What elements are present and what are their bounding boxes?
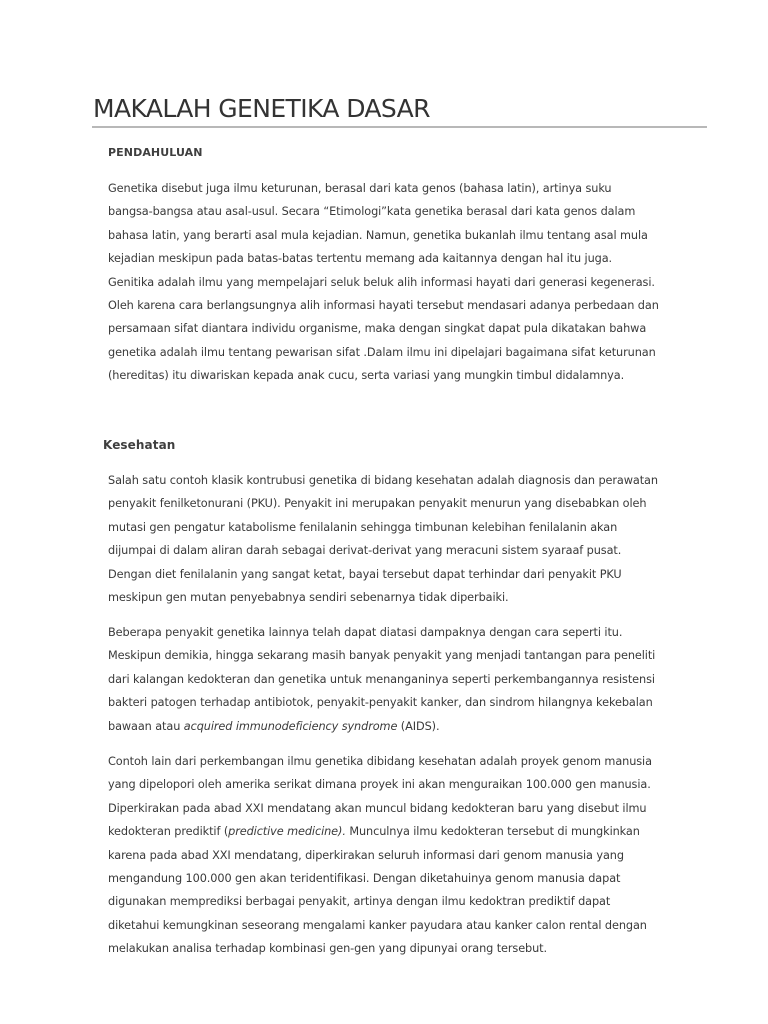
document-title: MAKALAH GENETIKA DASAR (93, 94, 430, 123)
section-heading-kesehatan: Kesehatan (103, 438, 176, 452)
paragraph-text: (AIDS). (397, 719, 440, 733)
italic-term: predictive medicine). (228, 825, 346, 839)
paragraph-kesehatan-1: Salah satu contoh klasik kontrubusi genetika di bidang kesehatan adalah diagnosis dan perawatan penyakit fenilketonurani (PKU). Penyakit ini merupakan penyakit menurun yang disebabkan oleh mutasi gen pengatur katabolisme fenilalanin sehingga timbunan kelebihan fenilalanin akan dijumpai di dalam aliran darah sebagai derivat-derivat yang meracuni sistem syaraaf pusat. Dengan diet fenilalanin yang sangat ketat, bayai tersebut dapat terhindar dari penyakit PKU meskipun gen mutan penyebabnya sendiri sebenarnya tidak diperbaiki. (108, 474, 658, 605)
paragraph-text: Munculnya ilmu kedokteran tersebut di mungkinkan karena pada abad XXI mendatang, diperkirakan seluruh informasi dari genom manusia yang mengandung 100.000 gen akan teridentifikasi. Dengan diketahuinya genom manusia dapat digunakan memprediksi berbagai penyakit, artinya dengan ilmu kedoktran prediktif dapat diketahui kemungkinan seseorang mengalami kanker payudara atau kanker calon rental dengan melakukan analisa terhadap kombinasi gen-gen yang dipunyai orang tersebut. (108, 825, 647, 956)
italic-term: acquired immunodeficiency syndrome (183, 719, 398, 733)
paragraph-kesehatan-3 (108, 750, 659, 961)
paragraph-text: Contoh lain dari perkembangan ilmu genetika dibidang kesehatan adalah proyek genom manusia yang dipelopori oleh amerika serikat dimana proyek ini akan menguraikan 100.000 gen manusia. Diperkirakan pada abad XXI mendatang akan muncul bidang kedokteran baru yang disebut ilmu kedokteran prediktif ( (108, 755, 652, 839)
paragraph-text: Beberapa penyakit genetika lainnya telah dapat diatasi dampaknya dengan cara seperti itu. Meskipun demikia, hingga sekarang masih banyak penyakit yang menjadi tantangan para peneliti dari kalangan kedokteran dan genetika untuk menanganinya seperti perkembangannya resistensi bakteri patogen terhadap antibiotok, penyakit-penyakit kanker, dan sindrom hilangnya kekebalan bawaan atau (108, 626, 656, 733)
section-heading-pendahuluan: PENDAHULUAN (108, 146, 203, 159)
paragraph-pendahuluan: Genetika disebut juga ilmu keturunan, berasal dari kata genos (bahasa latin), artinya suku bangsa-bangsa atau asal-usul. Secara “Etimologi”kata genetika berasal dari kata genos dalam bahasa latin, yang berarti asal mula kejadian. Namun, genetika bukanlah ilmu tentang asal mula kejadian meskipun pada batas-batas tertentu memang ada kaitannya dengan hal itu juga. Genitika adalah ilmu yang mempelajari seluk beluk alih informasi hayati dari generasi kegenerasi. Oleh karena cara berlangsungnya alih informasi hayati tersebut mendasari adanya perbedaan dan persamaan sifat diantara individu organisme, maka dengan singkat dapat pula dikatakan bahwa genetika adalah ilmu tentang pewarisan sifat .Dalam ilmu ini dipelajari bagaimana sifat keturunan (hereditas) itu diwariskan kepada anak cucu, serta variasi yang mungkin timbul didalamnya. (108, 182, 659, 383)
paragraph-kesehatan-2 (108, 621, 659, 738)
title-underline (92, 126, 707, 128)
